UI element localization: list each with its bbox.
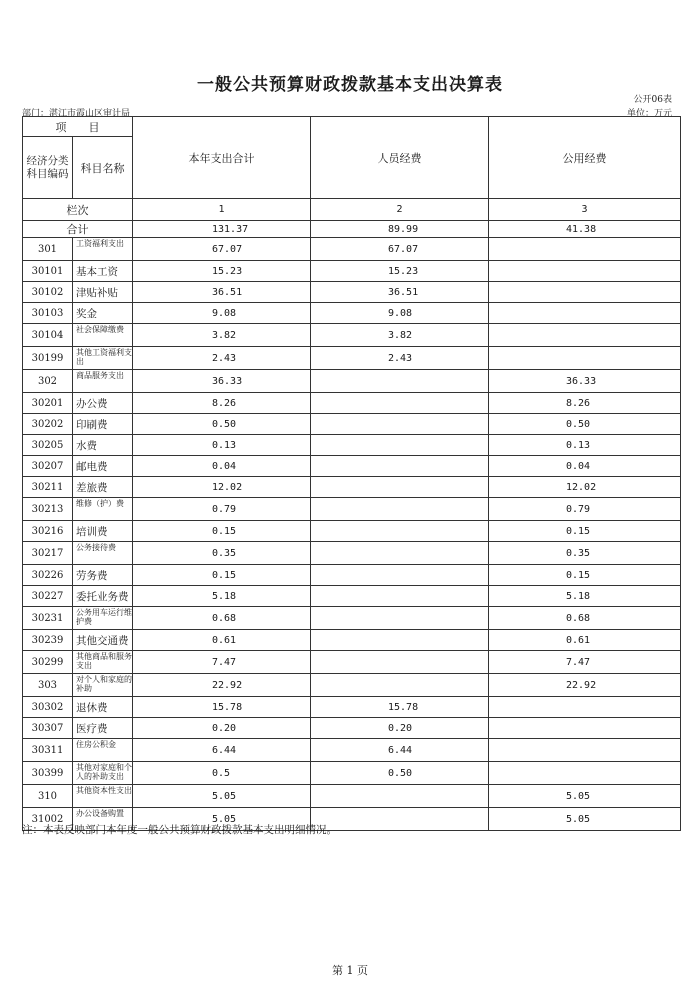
table-row <box>23 697 681 718</box>
row-public: 5.05 <box>489 808 681 831</box>
row-public <box>489 762 681 785</box>
table-row <box>23 347 681 370</box>
row-public: 0.79 <box>489 498 681 521</box>
row-total: 8.26 <box>133 393 311 414</box>
table-row <box>23 456 681 477</box>
table-row <box>23 324 681 347</box>
row-code: 30216 <box>23 521 73 542</box>
sum-public: 41.38 <box>489 221 681 238</box>
page-number: 第 1 页 <box>332 964 368 977</box>
row-name: 培训费 <box>73 521 133 542</box>
row-total: 36.51 <box>133 282 311 303</box>
row-code: 30211 <box>23 477 73 498</box>
row-public: 0.61 <box>489 630 681 651</box>
row-public: 36.33 <box>489 370 681 393</box>
row-public: 12.02 <box>489 477 681 498</box>
row-code: 30202 <box>23 414 73 435</box>
row-total: 0.15 <box>133 521 311 542</box>
row-code: 30217 <box>23 542 73 565</box>
row-total: 36.33 <box>133 370 311 393</box>
sum-personnel: 89.99 <box>311 221 489 238</box>
row-personnel: 15.78 <box>311 697 489 718</box>
row-public <box>489 303 681 324</box>
row-personnel <box>311 414 489 435</box>
row-name: 水费 <box>73 435 133 456</box>
form-number: 公开06表 <box>633 95 672 105</box>
row-name: 其他工资福利支出 <box>73 347 133 370</box>
row-code: 30103 <box>23 303 73 324</box>
row-personnel <box>311 785 489 808</box>
row-name: 其他对家庭和个人的补助支出 <box>73 762 133 785</box>
table-row <box>23 674 681 697</box>
row-personnel: 67.07 <box>311 238 489 261</box>
row-total: 12.02 <box>133 477 311 498</box>
row-personnel: 6.44 <box>311 739 489 762</box>
row-total: 3.82 <box>133 324 311 347</box>
row-personnel: 2.43 <box>311 347 489 370</box>
row-public <box>489 238 681 261</box>
row-name: 委托业务费 <box>73 586 133 607</box>
table-row <box>23 498 681 521</box>
expenditure-table <box>22 116 681 831</box>
row-total: 0.04 <box>133 456 311 477</box>
row-name: 商品服务支出 <box>73 370 133 393</box>
row-name: 其他商品和服务支出 <box>73 651 133 674</box>
row-name: 奖金 <box>73 303 133 324</box>
header-econ-code: 经济分类科目编码 <box>23 137 73 199</box>
row-name: 津贴补贴 <box>73 282 133 303</box>
row-code: 301 <box>23 238 73 261</box>
row-name: 基本工资 <box>73 261 133 282</box>
table-row <box>23 607 681 630</box>
row-total: 0.68 <box>133 607 311 630</box>
table-row <box>23 630 681 651</box>
row-index-label: 栏次 <box>23 199 133 221</box>
row-total: 15.23 <box>133 261 311 282</box>
row-public: 22.92 <box>489 674 681 697</box>
header-subject-name: 科目名称 <box>73 137 133 199</box>
row-public <box>489 718 681 739</box>
row-public: 0.13 <box>489 435 681 456</box>
row-total: 15.78 <box>133 697 311 718</box>
row-personnel <box>311 370 489 393</box>
row-personnel: 0.20 <box>311 718 489 739</box>
row-public: 5.18 <box>489 586 681 607</box>
row-name: 劳务费 <box>73 565 133 586</box>
row-code: 30104 <box>23 324 73 347</box>
row-personnel <box>311 498 489 521</box>
row-personnel <box>311 542 489 565</box>
row-code: 30205 <box>23 435 73 456</box>
row-total: 5.05 <box>133 785 311 808</box>
row-total: 2.43 <box>133 347 311 370</box>
row-total: 0.5 <box>133 762 311 785</box>
row-code: 30302 <box>23 697 73 718</box>
row-total: 0.13 <box>133 435 311 456</box>
row-personnel <box>311 630 489 651</box>
table-row <box>23 370 681 393</box>
row-personnel <box>311 586 489 607</box>
table-row <box>23 303 681 324</box>
table-row <box>23 261 681 282</box>
row-personnel <box>311 565 489 586</box>
row-total: 9.08 <box>133 303 311 324</box>
row-total: 0.35 <box>133 542 311 565</box>
header-public: 公用经费 <box>489 117 681 199</box>
row-code: 30239 <box>23 630 73 651</box>
header-project: 项 目 <box>23 117 133 137</box>
row-code: 30101 <box>23 261 73 282</box>
table-row <box>23 435 681 456</box>
table-row <box>23 718 681 739</box>
sum-total: 131.37 <box>133 221 311 238</box>
row-total: 6.44 <box>133 739 311 762</box>
row-total: 5.05 <box>133 808 311 831</box>
row-code: 30199 <box>23 347 73 370</box>
unit-label: 单位：万元 <box>626 109 672 119</box>
row-public <box>489 347 681 370</box>
row-total: 22.92 <box>133 674 311 697</box>
row-name: 印刷费 <box>73 414 133 435</box>
row-public <box>489 282 681 303</box>
row-public: 5.05 <box>489 785 681 808</box>
row-code: 31002 <box>23 808 73 831</box>
department-label: 部门：湛江市霞山区审计局 <box>22 109 131 119</box>
row-name: 住房公积金 <box>73 739 133 762</box>
row-public: 0.04 <box>489 456 681 477</box>
row-total: 67.07 <box>133 238 311 261</box>
row-personnel <box>311 674 489 697</box>
row-total: 5.18 <box>133 586 311 607</box>
row-name: 办公费 <box>73 393 133 414</box>
row-personnel <box>311 607 489 630</box>
table-row <box>23 477 681 498</box>
row-public <box>489 697 681 718</box>
row-name: 工资福利支出 <box>73 238 133 261</box>
row-public <box>489 261 681 282</box>
row-public: 0.15 <box>489 565 681 586</box>
row-public: 0.35 <box>489 542 681 565</box>
row-name: 社会保障缴费 <box>73 324 133 347</box>
footnote: 注：本表反映部门本年度一般公共预算财政拨款基本支出明细情况。 <box>22 824 337 836</box>
col-number-3: 3 <box>489 199 681 221</box>
row-name: 公务用车运行维护费 <box>73 607 133 630</box>
page-title: 一般公共预算财政拨款基本支出决算表 <box>197 75 503 95</box>
row-name: 办公设备购置 <box>73 808 133 831</box>
row-name: 其他交通费 <box>73 630 133 651</box>
row-code: 30311 <box>23 739 73 762</box>
row-public: 0.68 <box>489 607 681 630</box>
table-row <box>23 785 681 808</box>
table-row <box>23 282 681 303</box>
row-code: 302 <box>23 370 73 393</box>
row-total: 0.15 <box>133 565 311 586</box>
table-row <box>23 586 681 607</box>
row-code: 30226 <box>23 565 73 586</box>
row-code: 30213 <box>23 498 73 521</box>
row-name: 退休费 <box>73 697 133 718</box>
row-public: 8.26 <box>489 393 681 414</box>
header-personnel: 人员经费 <box>311 117 489 199</box>
row-code: 30207 <box>23 456 73 477</box>
row-total: 0.20 <box>133 718 311 739</box>
row-personnel: 3.82 <box>311 324 489 347</box>
row-personnel: 9.08 <box>311 303 489 324</box>
row-name: 对个人和家庭的补助 <box>73 674 133 697</box>
row-personnel: 15.23 <box>311 261 489 282</box>
row-code: 30231 <box>23 607 73 630</box>
row-personnel: 36.51 <box>311 282 489 303</box>
sum-label: 合计 <box>23 221 133 238</box>
table-row <box>23 565 681 586</box>
row-personnel <box>311 456 489 477</box>
row-personnel: 0.50 <box>311 762 489 785</box>
table-row <box>23 238 681 261</box>
row-code: 30227 <box>23 586 73 607</box>
row-personnel <box>311 651 489 674</box>
table-row <box>23 739 681 762</box>
table-row <box>23 414 681 435</box>
col-number-1: 1 <box>133 199 311 221</box>
table-row <box>23 651 681 674</box>
row-code: 30201 <box>23 393 73 414</box>
row-code: 310 <box>23 785 73 808</box>
row-total: 0.50 <box>133 414 311 435</box>
row-name: 其他资本性支出 <box>73 785 133 808</box>
row-personnel <box>311 521 489 542</box>
row-personnel <box>311 808 489 831</box>
row-personnel <box>311 393 489 414</box>
row-code: 30307 <box>23 718 73 739</box>
row-name: 维修（护）费 <box>73 498 133 521</box>
row-total: 7.47 <box>133 651 311 674</box>
table-row <box>23 521 681 542</box>
row-name: 邮电费 <box>73 456 133 477</box>
row-public: 0.15 <box>489 521 681 542</box>
header-total: 本年支出合计 <box>133 117 311 199</box>
col-number-2: 2 <box>311 199 489 221</box>
row-total: 0.79 <box>133 498 311 521</box>
table-row <box>23 393 681 414</box>
row-personnel <box>311 477 489 498</box>
row-public: 0.50 <box>489 414 681 435</box>
table-row <box>23 542 681 565</box>
row-public <box>489 739 681 762</box>
row-personnel <box>311 435 489 456</box>
row-code: 30102 <box>23 282 73 303</box>
row-public: 7.47 <box>489 651 681 674</box>
table-row <box>23 762 681 785</box>
row-name: 差旅费 <box>73 477 133 498</box>
row-public <box>489 324 681 347</box>
row-code: 30399 <box>23 762 73 785</box>
row-code: 30299 <box>23 651 73 674</box>
row-total: 0.61 <box>133 630 311 651</box>
row-name: 公务接待费 <box>73 542 133 565</box>
row-code: 303 <box>23 674 73 697</box>
row-name: 医疗费 <box>73 718 133 739</box>
